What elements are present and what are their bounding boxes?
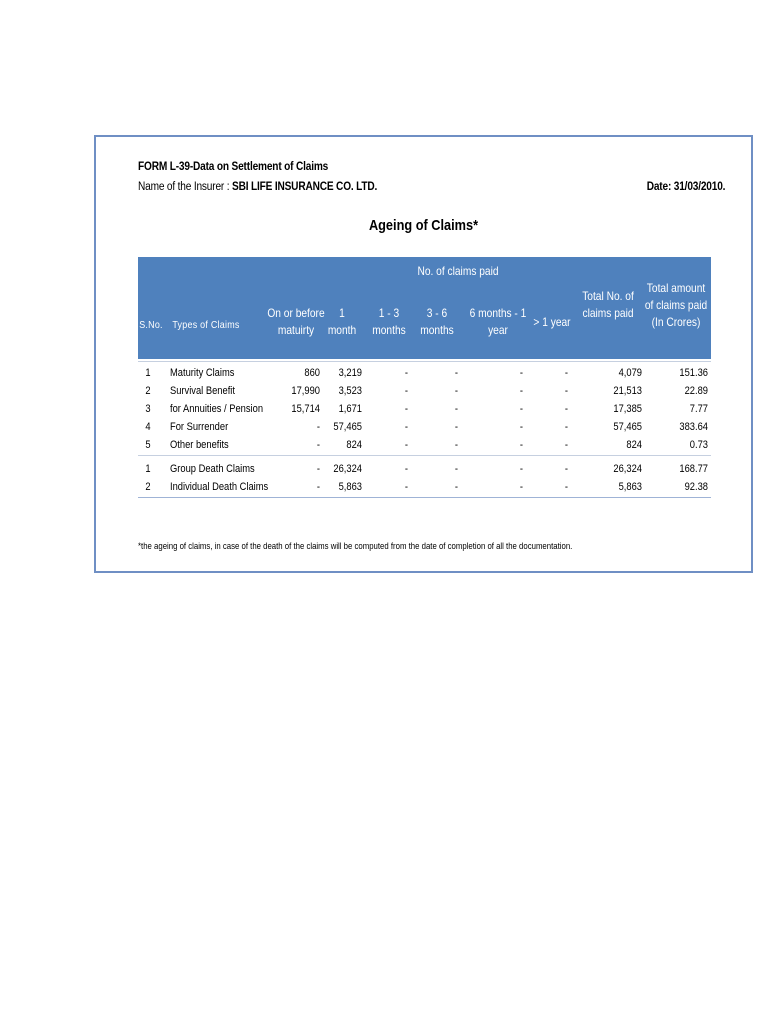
cell-type: Other benefits: [170, 439, 229, 451]
cell-amount: 92.38: [684, 481, 708, 493]
header-types: Types of Claims: [172, 319, 240, 331]
cell-amount: 22.89: [684, 385, 708, 397]
cell-m1: 1,671: [338, 403, 362, 415]
cell-total: 824: [626, 439, 642, 451]
cell-m36: -: [454, 439, 458, 451]
table-row: [138, 419, 711, 437]
cell-m1: 824: [346, 439, 362, 451]
cell-m61: -: [519, 403, 523, 415]
table-row: [138, 479, 711, 497]
cell-on: 15,714: [291, 403, 320, 415]
cell-type: Group Death Claims: [170, 463, 255, 475]
cell-m36: -: [454, 367, 458, 379]
header-total-amount-l1: Total amount: [646, 281, 706, 295]
header-1-month: [325, 305, 359, 339]
cell-gt1: -: [564, 421, 568, 433]
cell-m13: -: [404, 439, 408, 451]
header-group: No. of claims paid: [417, 264, 499, 278]
header-3-6-months: [416, 305, 459, 339]
header-total-no-l1: Total No. of: [582, 289, 634, 303]
cell-amount: 151.36: [679, 367, 708, 379]
cell-m13: -: [404, 481, 408, 493]
cell-total: 57,465: [613, 421, 642, 433]
cell-on: -: [316, 421, 320, 433]
cell-on: 860: [304, 367, 320, 379]
cell-m36: -: [454, 421, 458, 433]
header-1-3-months: [368, 305, 411, 339]
cell-amount: 168.77: [679, 463, 708, 475]
cell-type: Survival Benefit: [170, 385, 235, 397]
divider: [138, 455, 711, 456]
form-frame: [94, 135, 753, 573]
header-on-or-before-l1: On or before: [267, 306, 325, 320]
cell-sno: 4: [145, 421, 151, 433]
cell-gt1: -: [564, 481, 568, 493]
header-gt-1-year: > 1 year: [533, 315, 571, 329]
cell-m61: -: [519, 421, 523, 433]
cell-m61: -: [519, 439, 523, 451]
cell-m1: 26,324: [333, 463, 362, 475]
header-total-amount: [640, 280, 711, 331]
cell-m36: -: [454, 481, 458, 493]
table-header: [138, 257, 711, 359]
cell-gt1: -: [564, 403, 568, 415]
header-6-months-1-year: [464, 305, 532, 339]
header-1-month-l1: 1: [339, 306, 345, 320]
cell-m13: -: [404, 367, 408, 379]
section-title: Ageing of Claims*: [368, 217, 479, 234]
footnote: *the ageing of claims, in case of the death of the claims will be computed from the date of completion of all the documentation.: [138, 541, 573, 552]
cell-m13: -: [404, 463, 408, 475]
claims-table-a: [138, 361, 711, 456]
header-total-no-l2: claims paid: [582, 306, 634, 320]
cell-gt1: -: [564, 439, 568, 451]
cell-gt1: -: [564, 463, 568, 475]
header-on-or-before: [265, 305, 326, 339]
report-date: Date: 31/03/2010.: [646, 181, 725, 193]
cell-m36: -: [454, 463, 458, 475]
header-sno: S.No.: [139, 319, 163, 331]
cell-m13: -: [404, 421, 408, 433]
cell-on: 17,990: [291, 385, 320, 397]
cell-total: 4,079: [618, 367, 642, 379]
table-row: [138, 461, 711, 479]
header-1-3-months-l1: 1 - 3: [378, 306, 400, 320]
cell-sno: 2: [145, 385, 151, 397]
cell-gt1: -: [564, 385, 568, 397]
cell-amount: 0.73: [689, 439, 708, 451]
cell-m61: -: [519, 463, 523, 475]
cell-m1: 57,465: [333, 421, 362, 433]
cell-m13: -: [404, 385, 408, 397]
cell-on: -: [316, 463, 320, 475]
cell-total: 5,863: [618, 481, 642, 493]
cell-type: For Surrender: [170, 421, 229, 433]
cell-sno: 1: [145, 367, 151, 379]
insurer-name: SBI LIFE INSURANCE CO. LTD.: [232, 181, 378, 193]
cell-m1: 3,523: [338, 385, 362, 397]
table-row: [138, 401, 711, 419]
cell-type: Maturity Claims: [170, 367, 235, 379]
cell-m61: -: [519, 367, 523, 379]
table-row: [138, 365, 711, 383]
cell-amount: 383.64: [679, 421, 708, 433]
cell-m1: 5,863: [338, 481, 362, 493]
claims-table-b: [138, 457, 711, 498]
cell-m36: -: [454, 403, 458, 415]
cell-amount: 7.77: [689, 403, 708, 415]
cell-on: -: [316, 439, 320, 451]
cell-m1: 3,219: [338, 367, 362, 379]
cell-sno: 3: [145, 403, 151, 415]
header-total-amount-l2: of claims paid: [644, 298, 708, 312]
cell-total: 17,385: [613, 403, 642, 415]
cell-gt1: -: [564, 367, 568, 379]
header-1-month-l2: month: [327, 323, 357, 337]
cell-type: Individual Death Claims: [170, 481, 269, 493]
cell-m61: -: [519, 481, 523, 493]
cell-total: 26,324: [613, 463, 642, 475]
table-row: [138, 383, 711, 401]
header-total-amount-l3: (In Crores): [651, 315, 701, 329]
header-1-3-months-l2: months: [372, 323, 406, 337]
header-on-or-before-l2: matuirty: [277, 323, 315, 337]
cell-m61: -: [519, 385, 523, 397]
table-row: [138, 437, 711, 455]
cell-sno: 5: [145, 439, 151, 451]
form-title: FORM L-39-Data on Settlement of Claims: [138, 161, 329, 173]
header-6m-1y-l1: 6 months - 1: [469, 306, 527, 320]
cell-on: -: [316, 481, 320, 493]
cell-sno: 2: [145, 481, 151, 493]
cell-total: 21,513: [613, 385, 642, 397]
insurer-line: [138, 181, 377, 193]
cell-sno: 1: [145, 463, 151, 475]
cell-type: for Annuities / Pension: [170, 403, 264, 415]
insurer-label: Name of the Insurer :: [138, 181, 233, 193]
header-6m-1y-l2: year: [488, 323, 508, 337]
cell-m13: -: [404, 403, 408, 415]
header-3-6-months-l1: 3 - 6: [426, 306, 448, 320]
header-3-6-months-l2: months: [420, 323, 454, 337]
cell-m36: -: [454, 385, 458, 397]
header-total-no: [576, 288, 641, 322]
